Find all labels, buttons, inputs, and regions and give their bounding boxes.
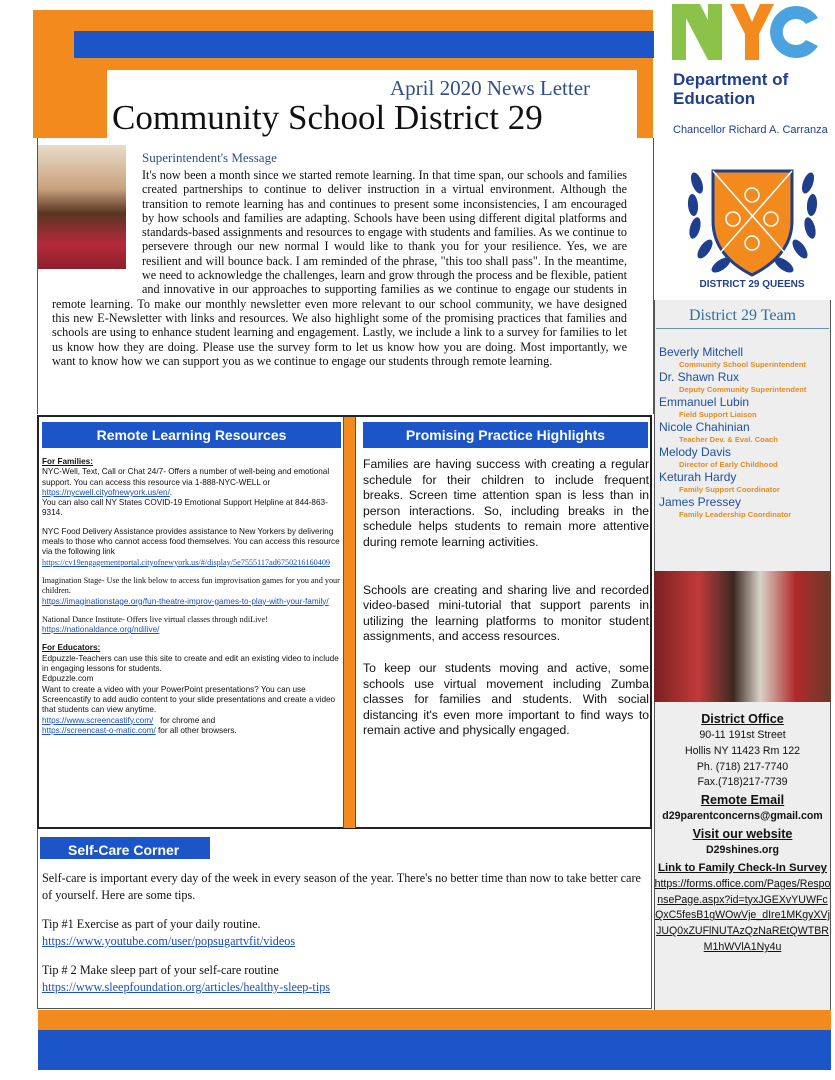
issue-title: April 2020 News Letter bbox=[390, 76, 591, 100]
address-line-2: Hollis NY 11423 Rm 122 bbox=[684, 744, 801, 757]
footer-orange-band bbox=[38, 1010, 831, 1030]
district-label: DISTRICT 29 QUEENS bbox=[699, 279, 805, 290]
header-blue-band bbox=[74, 31, 654, 58]
team-member-name: Dr. Shawn Rux bbox=[659, 370, 740, 384]
screencast-o-matic-note: for all other browsers. bbox=[158, 725, 237, 735]
team-member-role: Teacher Dev. & Eval. Coach bbox=[679, 435, 778, 444]
team-member-name: Nicole Chahinian bbox=[659, 420, 750, 434]
tip-1-link[interactable]: https://www.youtube.com/user/popsugartvfit/videos bbox=[42, 934, 296, 948]
team-member-name: Beverly Mitchell bbox=[659, 345, 744, 359]
team-member-name: Melody Davis bbox=[659, 445, 732, 459]
survey-heading: Link to Family Check-In Survey bbox=[657, 861, 827, 874]
screencast-o-matic-link[interactable]: https://screencast-o-matic.com/ bbox=[42, 725, 156, 735]
self-care-heading: Self-Care Corner bbox=[40, 837, 210, 859]
newsletter-title: Community School District 29 bbox=[112, 98, 543, 137]
team-list bbox=[659, 345, 831, 520]
tip-2: Tip # 2 Make sleep part of your self-care routine bbox=[42, 963, 279, 977]
self-care-body bbox=[42, 870, 647, 1008]
dance-text: National Dance Institute- Offers live virtual classes through ndiLive! bbox=[42, 614, 268, 624]
team-photo bbox=[654, 571, 831, 702]
department-name: Department of Education bbox=[673, 70, 789, 108]
email-link[interactable]: d29parentconcerns@gmail.com bbox=[662, 810, 823, 823]
website-link[interactable]: D29shines.org bbox=[705, 843, 779, 856]
contact-block bbox=[654, 710, 831, 956]
team-member-name: Keturah Hardy bbox=[659, 470, 737, 484]
nycwell-link[interactable]: https://nycwell.cityofnewyork.us/en/ bbox=[42, 487, 170, 497]
remote-resources-list: For Families: NYC-Well, Text, Call or Chat 24/7- Offers a number of well-being and emotional support. You can access this resource via 1-888-NYC-WELL or https://nycwell.cityofnewyork.us/en/. You can also call NY States COVID-19 Emotional Support Helpline at 844-863-9314. NYC Food Delivery Assistance provides assistance to New Yorkers by delivering meals to those who cannot access food themselves. You can access this resource via the following link https://cv19engagementportal.cityofnewyork.us/#/display/5e7555117ad6750216160409 Imagination Stage- Use the link below to access fun improvisation games for you and your children. https://imaginationstage.org/fun-theatre-improv-games-to-play-with-your-family/ National Dance Institute- Offers live virtual classes through ndiLive! https://nationaldance.org/ndilive/ For Educators: Edpuzzle-Teachers can use this site to create and edit an existing video to include in engaging lessons for students. Edpuzzle.com Want to create a video with your PowerPoint presentations? You can use Screencastify to add audio content to your slide presentations and create a video that students can view anytime. https://www.screencastify.com/ for chrome and https://screencast-o-matic.com/ for all other browsers. bbox=[42, 457, 340, 735]
screencastify-link[interactable]: https://www.screencastify.com/ bbox=[42, 715, 154, 725]
imagination-text: Imagination Stage- Use the link below to access fun improvisation games for you and your children. bbox=[42, 575, 340, 596]
superintendent-message bbox=[52, 168, 627, 368]
practice-paragraph: To keep our students moving and active, some schools use virtual movement including Zumba classes for families and students. With social distancing it's even more important to find ways to remain active and physically engaged. bbox=[363, 660, 649, 738]
screencastify-note: for chrome and bbox=[160, 715, 216, 725]
fax: Fax.(718)217-7739 bbox=[697, 776, 788, 789]
food-text: NYC Food Delivery Assistance provides assistance to New Yorkers by delivering meals to those who cannot access food themselves. You can access this resource via the following link bbox=[42, 526, 340, 557]
address-line-1: 90-11 191st Street bbox=[699, 729, 786, 741]
educators-label: For Educators: bbox=[42, 643, 101, 653]
tip-1: Tip #1 Exercise as part of your daily routine. bbox=[42, 917, 261, 931]
helpline-text: You can also call NY States COVID-19 Emotional Support Helpline at 844-863-9314. bbox=[42, 498, 328, 518]
email-heading: Remote Email bbox=[700, 793, 785, 808]
superintendent-message-text: It's now been a month since we started remote learning. In that time span, our schools and families created partnerships to continue to deliver instruction in a virtual environment. Although the transition to remote learning has and continues to present some inconsistencies, I am encouraged by how schools and families are adapting. Schools have been using different digital platforms and standards-based assignments and resources to engage with students and families. As we continue to persevere through our new normal I would like to thank you for your resilience. Yes, we are resilient and will bounce back. I am reminded of the phrase, "this too shall pass". In the meantime, we need to acknowledge the challenges, learn and grow through the process and be flexible, patient and innovative in our approaches to supporting families as we continue to engage our students in remote learning. To make our monthly newsletter even more relevant to our school community, we have designed this new E-Newsletter with links and resources. We also highlight some of the promising practices that families and schools are using to enhance student learning and engagement. Lastly, we include a link to a survey for families to let us know how they are doing. Please use the survey form to let us know how you are doing. Most importantly, we want to know how we can support you as we continue to engage our students through remote learning. bbox=[52, 168, 627, 368]
team-title: District 29 Team bbox=[656, 307, 829, 329]
nyc-logo-icon bbox=[672, 4, 822, 66]
promising-practice-heading: Promising Practice Highlights bbox=[363, 422, 648, 448]
team-member-role: Field Support Liaison bbox=[679, 410, 757, 419]
tip-2-link[interactable]: https://www.sleepfoundation.org/articles/healthy-sleep-tips bbox=[42, 980, 331, 994]
team-member-name: James Pressey bbox=[659, 495, 742, 509]
website-heading: Visit our website bbox=[692, 826, 793, 841]
superintendent-heading: Superintendent's Message bbox=[142, 150, 277, 165]
chancellor-name: Chancellor Richard A. Carranza bbox=[673, 124, 828, 136]
survey-link[interactable]: https://forms.office.com/Pages/ResponsePage.aspx?id=tyxJGEXvYUWFcQxC5fesB1gWOwVje_dIre1MKgyXVjJUQ0xZUFlNUTAzQzNaREtQWTBRM1hWVlA1Ny4u bbox=[654, 877, 831, 953]
edpuzzle-site: Edpuzzle.com bbox=[42, 674, 94, 684]
office-heading: District Office bbox=[701, 712, 784, 726]
families-label: For Families: bbox=[42, 457, 93, 466]
team-member-role: Community School Superintendent bbox=[679, 360, 806, 369]
team-member-role: Deputy Community Superintendent bbox=[679, 385, 807, 394]
team-member-role: Family Leadership Coordinator bbox=[679, 510, 792, 519]
team-member-role: Family Support Coordinator bbox=[679, 485, 780, 494]
column-divider bbox=[343, 417, 356, 828]
screencast-text: Want to create a video with your PowerPoint presentations? You can use Screencastify to add audio content to your slide presentations and create a video that students can view anytime. bbox=[42, 684, 336, 715]
footer-blue-band bbox=[38, 1030, 831, 1070]
nycwell-text: NYC-Well, Text, Call or Chat 24/7- Offers a number of well-being and emotional support. You can access this resource via 1-888-NYC-WELL or bbox=[42, 467, 330, 487]
team-member-name: Emmanuel Lubin bbox=[659, 395, 750, 409]
food-link[interactable]: https://cv19engagementportal.cityofnewyork.us/#/display/5e7555117ad6750216160409 bbox=[42, 557, 331, 567]
promising-practice-text bbox=[363, 457, 649, 739]
imagination-link[interactable]: https://imaginationstage.org/fun-theatre-improv-games-to-play-with-your-family/ bbox=[42, 596, 329, 606]
practice-paragraph: Schools are creating and sharing live and recorded video-based mini-tutorial that support parents in utilizing the learning platforms to monitor student assignments, and access resources. bbox=[363, 582, 649, 644]
self-care-intro: Self-care is important every day of the week in every season of the year. There's no better time than now to take better care of yourself. Here are some tips. bbox=[42, 871, 641, 902]
district-emblem-icon bbox=[685, 143, 820, 291]
team-member-role: Director of Early Childhood bbox=[679, 460, 778, 469]
dance-link[interactable]: https://nationaldance.org/ndilive/ bbox=[42, 625, 160, 635]
phone: Ph. (718) 217-7740 bbox=[696, 760, 789, 773]
practice-paragraph: Families are having success with creating a regular schedule for their children to include frequent breaks. Screen time attention span is less than in person interactions. So, including breaks in the schedule helps students to remain more attentive during remote learning activities. bbox=[363, 457, 649, 549]
edpuzzle-text: Edpuzzle-Teachers can use this site to create and edit an existing video to include in engaging lessons for students. bbox=[42, 653, 339, 674]
remote-resources-heading: Remote Learning Resources bbox=[42, 422, 341, 448]
